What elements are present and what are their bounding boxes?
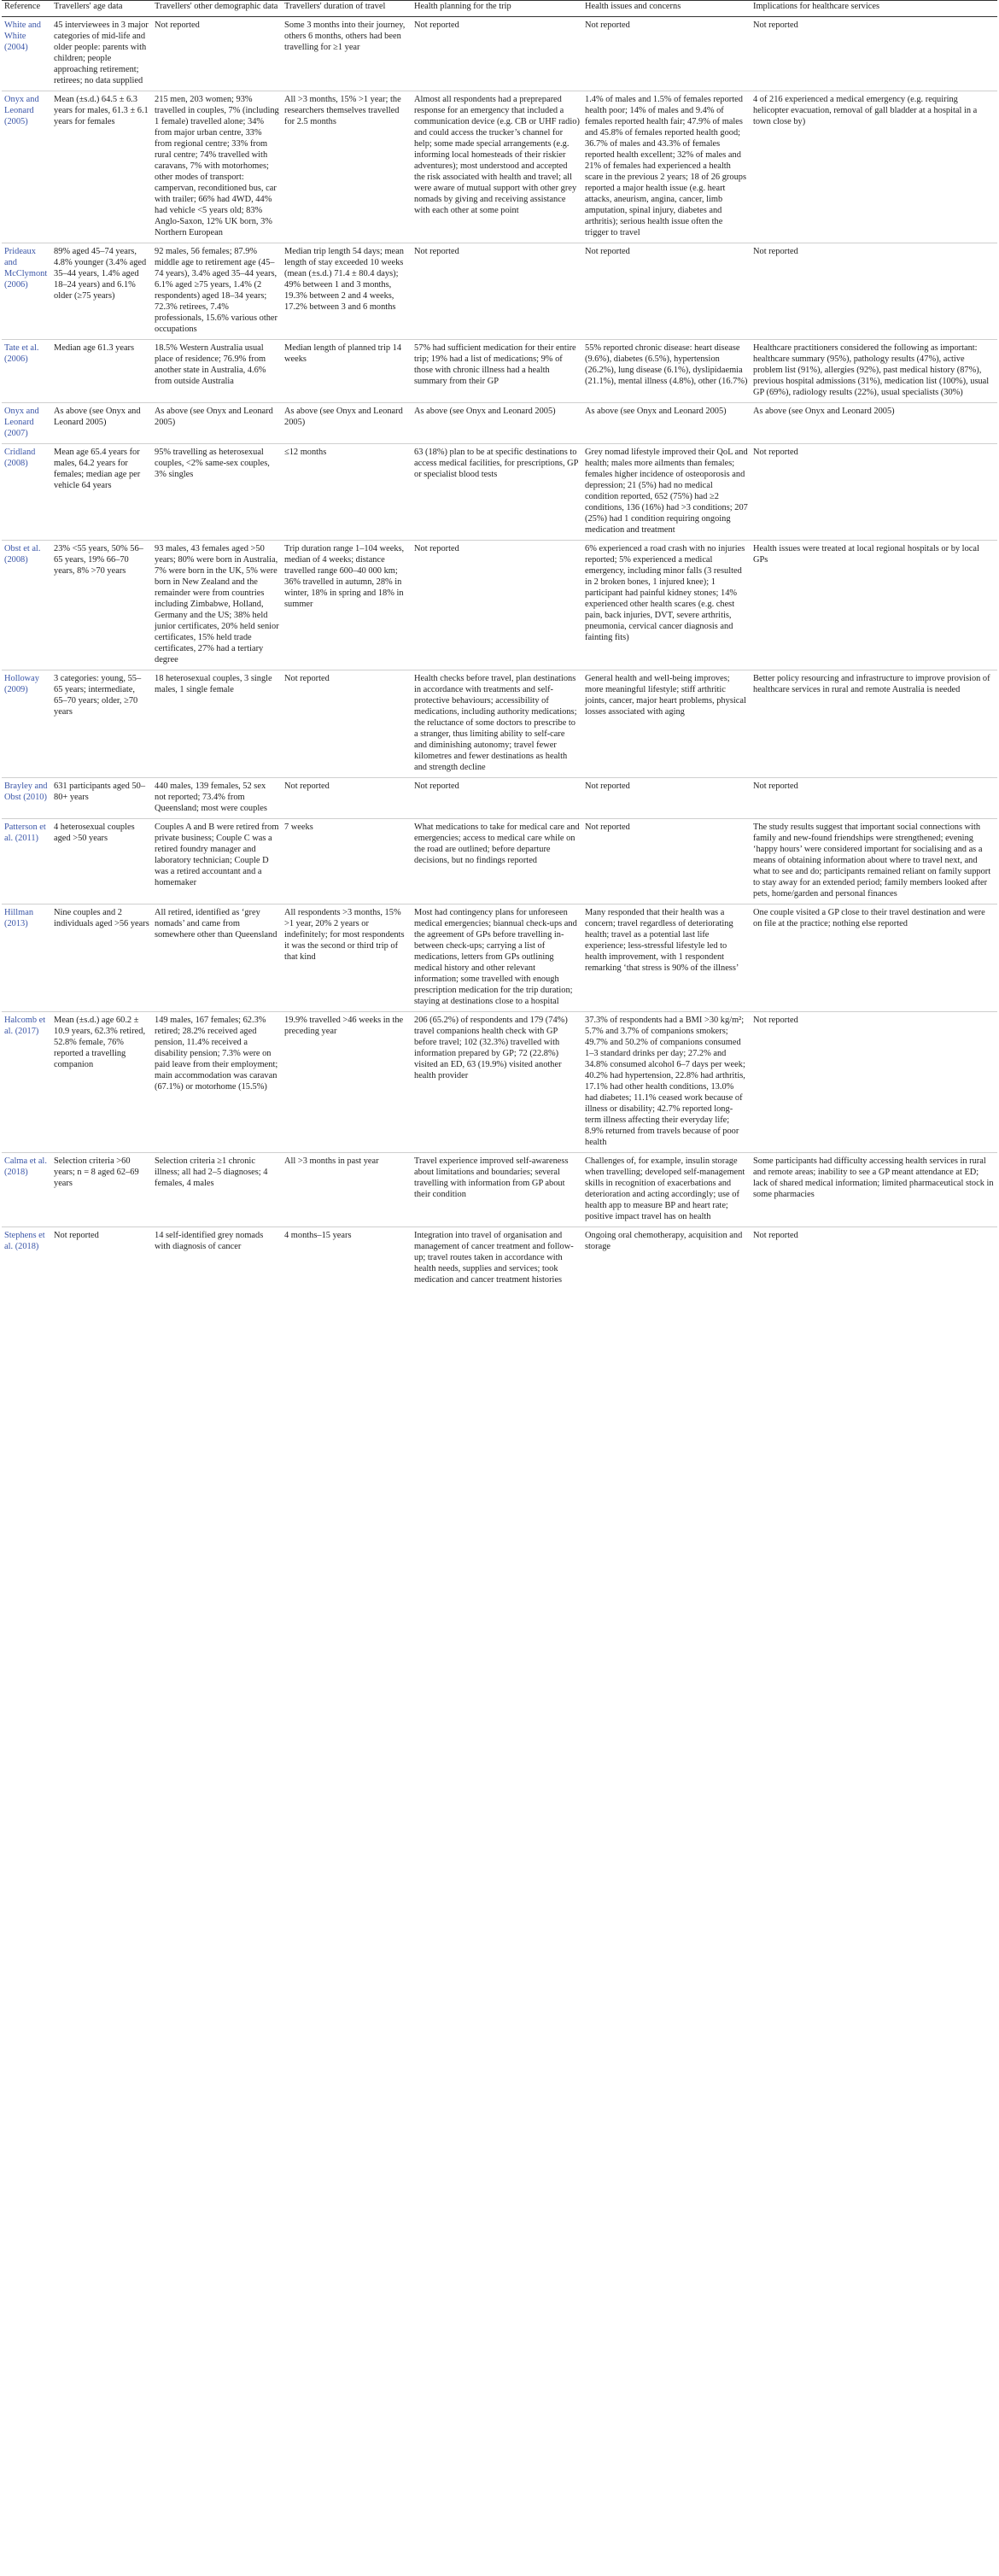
reference-link[interactable]: Tate et al. (2006)	[2, 339, 51, 402]
demographics-cell: Couples A and B were retired from private business; Couple C was a retired foundry manager and laboratory technician; Couple D was a retired accountant and a homemaker	[152, 818, 282, 904]
issues-cell: Ongoing oral chemotherapy, acquisition and storage	[585, 1230, 743, 1251]
issues-cell: Not reported	[582, 777, 751, 818]
implications-cell: Not reported	[751, 443, 997, 540]
age-cell: 631 participants aged 50–80+ years	[51, 777, 152, 818]
issues-cell: As above (see Onyx and Leonard 2005)	[582, 402, 751, 443]
age-cell: 45 interviewees in 3 major categories of mid-life and older people: parents with children; people approaching retirement; retirees; no data supplied	[51, 16, 152, 91]
reference-link[interactable]: Obst et al. (2008)	[2, 540, 51, 670]
issues-cell: 55% reported chronic disease: heart disease (9.6%), diabetes (6.5%), hypertension (26.2%), lung disease (6.1%), dyslipidaemia (21.1%), mental illness (4.8%), other (16.7%)	[582, 339, 751, 402]
duration-cell: Median trip length 54 days; mean length of stay exceeded 10 weeks (mean (±s.d.) 71.4 ± 80.4 days); 49% between 1 and 3 months, 19.3% between 2 and 4 weeks, 17.2% between 3 and 6 months	[282, 243, 412, 339]
age-cell: Mean age 65.4 years for males, 64.2 years for females; median age per vehicle 64 years	[51, 443, 152, 540]
reference-link[interactable]: Onyx and Leonard (2007)	[2, 402, 51, 443]
implications-cell: As above (see Onyx and Leonard 2005)	[751, 402, 997, 443]
reference-link[interactable]: Brayley and Obst (2010)	[2, 777, 51, 818]
demographics-cell: 95% travelling as heterosexual couples, <2% same-sex couples, 3% singles	[152, 443, 282, 540]
header-implications: Implications for healthcare services	[751, 1, 997, 17]
duration-cell: ≤12 months	[282, 443, 412, 540]
demographics-cell: All retired, identified as ‘grey nomads’ and came from somewhere other than Queensland	[152, 904, 282, 1011]
reference-link[interactable]: Prideaux and McClymont (2006)	[2, 243, 51, 339]
implications-cell: Some participants had difficulty accessing health services in rural and remote areas; inability to see a GP meant attendance at ED; lack of shared medical information; limited pharmaceutical stock in some pharmacies	[751, 1152, 997, 1227]
demographics-cell: 149 males, 167 females; 62.3% retired; 28.2% received aged pension, 11.4% received a disability pension; 7.3% were on paid leave from their employment; main accommodation was caravan (67.1%) or motorhome (15.5%)	[152, 1011, 282, 1152]
header-reference: Reference	[2, 1, 51, 17]
planning-cell: Integration into travel of organisation and management of cancer treatment and follow-up; travel routes taken in accordance with health needs, supplies and services; took medication and cancer treatment histories	[414, 1230, 574, 1285]
table-row	[2, 1152, 997, 1227]
age-cell: 4 heterosexual couples aged >50 years	[51, 818, 152, 904]
planning-cell: As above (see Onyx and Leonard 2005)	[412, 402, 582, 443]
implications-cell: Not reported	[751, 777, 997, 818]
header-issues: Health issues and concerns	[582, 1, 751, 17]
issues-cell: 1.4% of males and 1.5% of females reported health poor; 14% of males and 9.4% of females reported health fair; 47.9% of males and 45.8% of females reported health good; 36.7% of males and 43.3% of females reported health excellent; 32% of males and 21% of females had experienced a health scare in the previous 2 years; 18 of 26 groups reported a major health issue (e.g. heart attacks, aneurism, angina, cancer, limb amputation, spinal injury, diabetes and arthritis); serious health issue often the trigger to travel	[582, 91, 751, 243]
issues-cell: Grey nomad lifestyle improved their QoL and health; males more ailments than females; females higher incidence of osteoporosis and depression; 21 (5%) had no medical condition reported, 652 (75%) had ≥2 conditions, 136 (16%) had >3 conditions; 207 (25%) had 1 condition requiring ongoing medication and treatment	[582, 443, 751, 540]
duration-cell: As above (see Onyx and Leonard 2005)	[282, 402, 412, 443]
table-row	[2, 443, 997, 540]
planning-cell: Not reported	[412, 243, 582, 339]
implications-cell: Not reported	[751, 1011, 997, 1152]
demographics-cell: Not reported	[152, 16, 282, 91]
age-cell: 3 categories: young, 55–65 years; intermediate, 65–70 years; older, ≥70 years	[51, 670, 152, 777]
planning-cell: 63 (18%) plan to be at specific destinations to access medical facilities, for prescriptions, GP or specialist blood tests	[412, 443, 582, 540]
issues-cell: Not reported	[582, 243, 751, 339]
reference-link[interactable]: Cridland (2008)	[2, 443, 51, 540]
age-cell: 23% <55 years, 50% 56–65 years, 19% 66–70 years, 8% >70 years	[51, 540, 152, 670]
implications-cell: Not reported	[751, 243, 997, 339]
reference-link[interactable]: Hillman (2013)	[2, 904, 51, 1011]
duration-cell: 19.9% travelled >46 weeks in the preceding year	[282, 1011, 412, 1152]
reference-link[interactable]: Stephens et al. (2018)	[4, 1230, 45, 1251]
duration-cell: All respondents >3 months, 15% >1 year, 20% 2 years or indefinitely; for most respondents it was the second or third trip of that kind	[282, 904, 412, 1011]
header-demographics: Travellers' other demographic data	[152, 1, 282, 17]
age-cell: Median age 61.3 years	[51, 339, 152, 402]
demographics-cell: 14 self-identified grey nomads with diagnosis of cancer	[155, 1230, 264, 1251]
reference-link[interactable]: Holloway (2009)	[2, 670, 51, 777]
table-row	[2, 1227, 997, 1290]
duration-cell: 7 weeks	[282, 818, 412, 904]
age-cell: Selection criteria >60 years; n = 8 aged 62–69 years	[51, 1152, 152, 1227]
reference-link[interactable]: Onyx and Leonard (2005)	[2, 91, 51, 243]
implications-cell: Better policy resourcing and infrastructure to improve provision of healthcare services in rural and remote Australia is needed	[751, 670, 997, 777]
table-row	[2, 904, 997, 1011]
demographics-cell: 93 males, 43 females aged >50 years; 80% were born in Australia, 7% were born in the UK, 5% were born in New Zealand and the remainder were from countries including Zimbabwe, Holland, Germany and the US; 38% held junior certificates, 20% held senior certificates, 15% held trade certificates, 27% had a tertiary degree	[152, 540, 282, 670]
issues-cell: Challenges of, for example, insulin storage when travelling; developed self-management skills in recognition of exacerbations and deterioration and acting accordingly; use of health app to measure BP and heart rate; positive impact travel has on health	[582, 1152, 751, 1227]
duration-cell: Median length of planned trip 14 weeks	[282, 339, 412, 402]
table-row	[2, 339, 997, 402]
header-planning: Health planning for the trip	[412, 1, 582, 17]
implications-cell: One couple visited a GP close to their travel destination and were on file at the practice; nothing else reported	[751, 904, 997, 1011]
planning-cell: 206 (65.2%) of respondents and 179 (74%) travel companions health check with GP before travel; 102 (32.3%) travelled with information prepared by GP; 72 (22.8%) visited an ED, 63 (19.9%) visited another health provider	[412, 1011, 582, 1152]
issues-cell: Not reported	[582, 16, 751, 91]
demographics-cell: Selection criteria ≥1 chronic illness; all had 2–5 diagnoses; 4 females, 4 males	[152, 1152, 282, 1227]
header-age: Travellers' age data	[51, 1, 152, 17]
age-cell: 89% aged 45–74 years, 4.8% younger (3.4% aged 35–44 years, 1.4% aged 18–24 years) and 6.1% older (≥75 years)	[51, 243, 152, 339]
reference-link[interactable]: Calma et al. (2018)	[2, 1152, 51, 1227]
planning-cell: Almost all respondents had a preprepared response for an emergency that included a communication device (e.g. CB or UHF radio) and could access the trucker’s channel for help; some made special arrangements (e.g. informing local homesteads of their riskier adventures); most understood and accepted the risk associated with health and travel; all were aware of mutual support with other grey nomads by giving and receiving assistance with each other at some point	[412, 91, 582, 243]
demographics-cell: 18.5% Western Australia usual place of residence; 76.9% from another state in Australia, 4.6% from outside Australia	[152, 339, 282, 402]
demographics-cell: 18 heterosexual couples, 3 single males, 1 single female	[152, 670, 282, 777]
issues-cell: General health and well-being improves; more meaningful lifestyle; stiff arthritic joints, cancer, major heart problems, physical losses associated with aging	[582, 670, 751, 777]
reference-link[interactable]: Halcomb et al. (2017)	[2, 1011, 51, 1152]
age-cell: Not reported	[54, 1230, 99, 1240]
issues-cell: 6% experienced a road crash with no injuries reported; 5% experienced a medical emergency, including minor falls (3 resulted in 2 broken bones, 1 injured knee); 1 participant had painful kidney stones; 14% experienced other health scares (e.g. chest pain, back injuries, DVT, severe arthritis, pneumonia, cervical cancer diagnosis and fainting fits)	[582, 540, 751, 670]
table-row	[2, 818, 997, 904]
planning-cell: Not reported	[412, 540, 582, 670]
planning-cell: Not reported	[412, 777, 582, 818]
implications-cell: The study results suggest that important social connections with family and new-found friendships were strengthened; evening ‘happy hours’ were considered important for socialising and as a means of obtaining information about where to travel next, and what to see and do; participants remained reliant on family support to stay away for an extended period; family members looked after pets, home/garden and personal finances	[751, 818, 997, 904]
planning-cell: 57% had sufficient medication for their entire trip; 19% had a list of medications; 9% of those with chronic illness had a health summary from their GP	[412, 339, 582, 402]
table-row	[2, 16, 997, 91]
age-cell: Mean (±s.d.) age 60.2 ± 10.9 years, 62.3% retired, 52.8% female, 76% reported a travelling companion	[51, 1011, 152, 1152]
implications-cell: Not reported	[753, 1230, 798, 1240]
demographics-cell: As above (see Onyx and Leonard 2005)	[152, 402, 282, 443]
duration-cell: All >3 months, 15% >1 year; the researchers themselves travelled for 2.5 months	[282, 91, 412, 243]
planning-cell: Health checks before travel, plan destinations in accordance with treatments and self-protective behaviours; accessibility of medications, including authority medications; the reluctance of some doctors to prescribe to a stranger, thus limiting ability to self-care and diminishing autonomy; travel fewer kilometres and fewer destinations as health and strength decline	[412, 670, 582, 777]
duration-cell: Not reported	[282, 670, 412, 777]
implications-cell: 4 of 216 experienced a medical emergency (e.g. requiring helicopter evacuation, removal of gall bladder at a hospital in a town close by)	[751, 91, 997, 243]
planning-cell: Not reported	[412, 16, 582, 91]
age-cell: Nine couples and 2 individuals aged >56 years	[51, 904, 152, 1011]
duration-cell: Not reported	[282, 777, 412, 818]
planning-cell: Most had contingency plans for unforeseen medical emergencies; biannual check-ups and the agreement of GPs before travelling in-between check-ups; carrying a list of medications, letters from GPs outlining medical history and other relevant information; some travelled with enough prescription medication for the trip duration; staying at destinations close to a hospital	[412, 904, 582, 1011]
age-cell: Mean (±s.d.) 64.5 ± 6.3 years for males, 61.3 ± 6.1 years for females	[51, 91, 152, 243]
table-row	[2, 243, 997, 339]
duration-cell: Some 3 months into their journey, others 6 months, others had been travelling for ≥1 year	[282, 16, 412, 91]
table-row	[2, 402, 997, 443]
table-header-row	[2, 1, 997, 17]
table-row	[2, 1011, 997, 1152]
reference-link[interactable]: White and White (2004)	[2, 16, 51, 91]
duration-cell: 4 months–15 years	[284, 1230, 352, 1240]
duration-cell: Trip duration range 1–104 weeks, median of 4 weeks; distance travelled range 600–40 000 km; 36% travelled in autumn, 28% in winter, 18% in spring and 18% in summer	[282, 540, 412, 670]
table-row	[2, 777, 997, 818]
age-cell: As above (see Onyx and Leonard 2005)	[51, 402, 152, 443]
implications-cell: Health issues were treated at local regional hospitals or by local GPs	[751, 540, 997, 670]
planning-cell: What medications to take for medical care and emergencies; access to medical care while on the road are outlined; before departure decisions, but no findings reported	[412, 818, 582, 904]
demographics-cell: 92 males, 56 females; 87.9% middle age to retirement age (45–74 years), 3.4% aged 35–44 years, 6.1% aged ≥75 years, 1.4% (2 respondents) aged 18–34 years; 72.3% retirees, 7.4% professionals, 15.6% various other occupations	[152, 243, 282, 339]
table-row	[2, 670, 997, 777]
implications-cell: Healthcare practitioners considered the following as important: healthcare summary (95%), pathology results (47%), active problem list (91%), allergies (92%), past medical history (87%), previous hospital admissions (31%), medication list (100%), usual GP (69%), radiology results (22%), usual specialists (30%)	[751, 339, 997, 402]
table-row	[2, 540, 997, 670]
planning-cell: Travel experience improved self-awareness about limitations and boundaries; several travelling with information from GP about their condition	[412, 1152, 582, 1227]
implications-cell: Not reported	[751, 16, 997, 91]
header-duration: Travellers' duration of travel	[282, 1, 412, 17]
duration-cell: All >3 months in past year	[282, 1152, 412, 1227]
demographics-cell: 440 males, 139 females, 52 sex not reported; 73.4% from Queensland; most were couples	[152, 777, 282, 818]
evidence-table	[2, 0, 997, 1290]
issues-cell: Not reported	[582, 818, 751, 904]
demographics-cell: 215 men, 203 women; 93% travelled in couples, 7% (including 1 female) travelled alone; 34% from major urban centre, 33% from regional centre; 33% from rural centre; 74% travelled with caravans, 7% with motorhomes; other modes of transport: campervan, reconditioned bus, car with trailer; 66% had 4WD, 44% had vehicle <5 years old; 83% Anglo-Saxon, 12% UK born, 3% Northern European	[152, 91, 282, 243]
issues-cell: Many responded that their health was a concern; travel regardless of deteriorating health; travel as a potential last life experience; less-stressful lifestyle led to health improvement, with 1 respondent remarking ‘that stress is 90% of the illness’	[582, 904, 751, 1011]
table-row	[2, 91, 997, 243]
issues-cell: 37.3% of respondents had a BMI >30 kg/m²; 5.7% and 3.7% of companions smokers; 49.7% and 50.2% of companions consumed 1–3 standard drinks per day; 27.2% and 34.8% consumed alcohol 6–7 days per week; 40.2% had hypertension, 22.8% had arthritis, 17.1% had other health conditions, 13.0% had diabetes; 11.1% ceased work because of illness or disability; 42.7% reported long-term illness affecting their everyday life; 8.9% returned from travels because of poor health	[582, 1011, 751, 1152]
reference-link[interactable]: Patterson et al. (2011)	[2, 818, 51, 904]
